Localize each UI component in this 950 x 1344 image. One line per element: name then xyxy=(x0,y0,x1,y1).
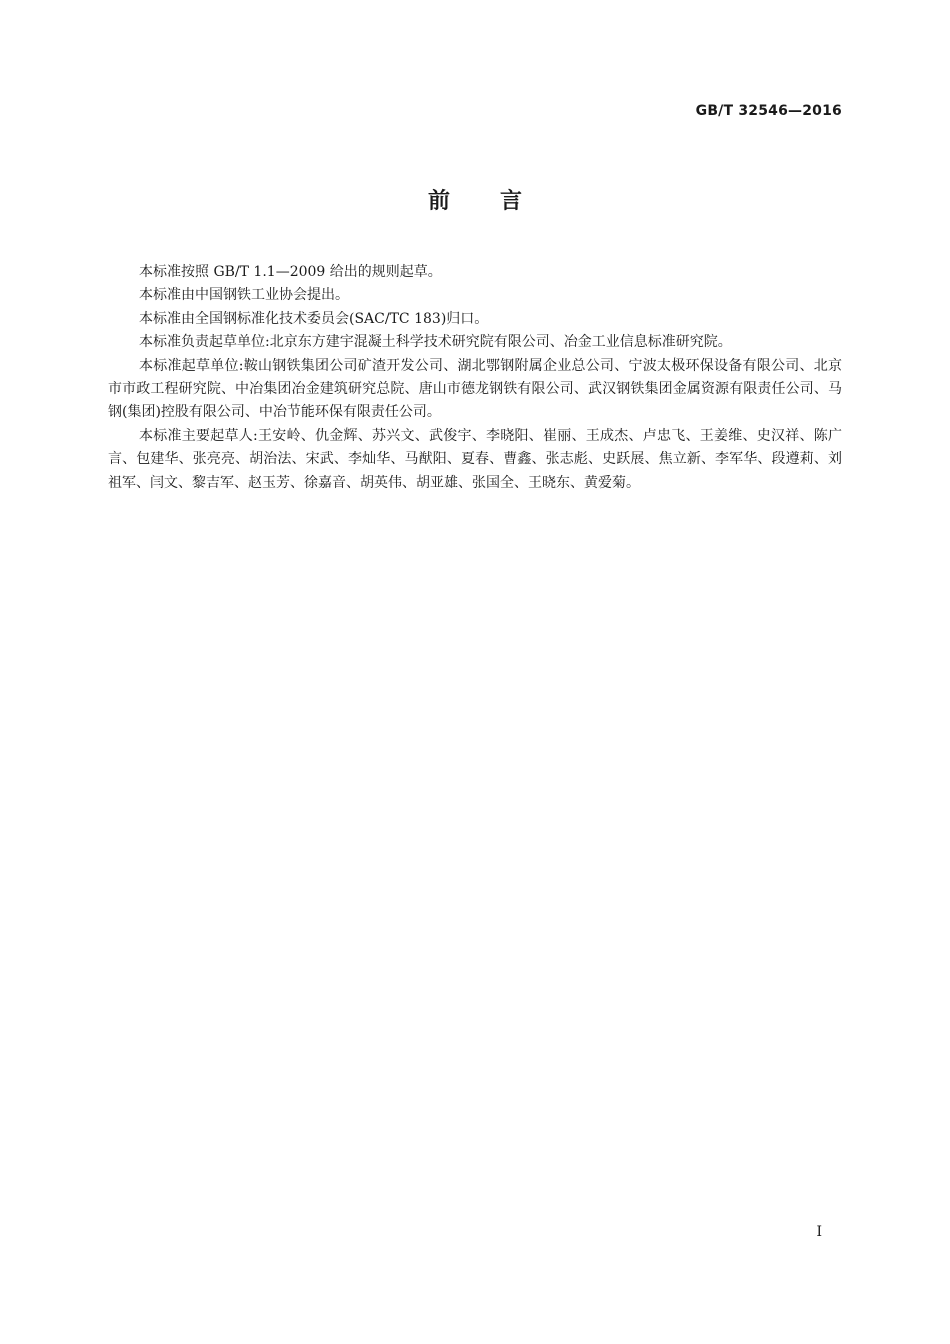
paragraph-technical-committee: 本标准由全国钢标准化技术委员会(SAC/TC 183)归口。 xyxy=(139,310,489,327)
paragraph-drafting-rules: 本标准按照 GB/T 1.1—2009 给出的规则起草。 xyxy=(139,264,442,280)
foreword-body xyxy=(108,261,842,495)
paragraph-responsible-drafting-units: 本标准负责起草单位:北京东方建宇混凝土科学技术研究院有限公司、冶金工业信息标准研究院。 xyxy=(139,334,732,351)
paragraph-proposer: 本标准由中国钢铁工业协会提出。 xyxy=(139,287,349,304)
paragraph-main-drafters: 本标准主要起草人:王安岭、仇金辉、苏兴文、武俊宇、李晓阳、崔丽、王成杰、卢忠飞、王姜维、史汉祥、陈广言、包建华、张亮亮、胡治法、宋武、李灿华、马猷阳、夏春、曹鑫、张志彪、史跃展、焦立新、李军华、段遵莉、刘祖军、闫文、黎吉军、赵玉芳、徐嘉音、胡英伟、胡亚雄、张国全、王晓东、黄爱菊。 xyxy=(108,427,842,491)
paragraph-drafting-units: 本标准起草单位:鞍山钢铁集团公司矿渣开发公司、湖北鄂钢附属企业总公司、宁波太极环保设备有限公司、北京市市政工程研究院、中冶集团冶金建筑研究总院、唐山市德龙钢铁有限公司、武汉钢铁集团金属资源有限责任公司、马钢(集团)控股有限公司、中冶节能环保有限责任公司。 xyxy=(108,357,842,421)
standard-number: GB/T 32546—2016 xyxy=(695,103,842,119)
page-title: 前言 xyxy=(427,189,572,214)
page-number: I xyxy=(816,1224,822,1240)
